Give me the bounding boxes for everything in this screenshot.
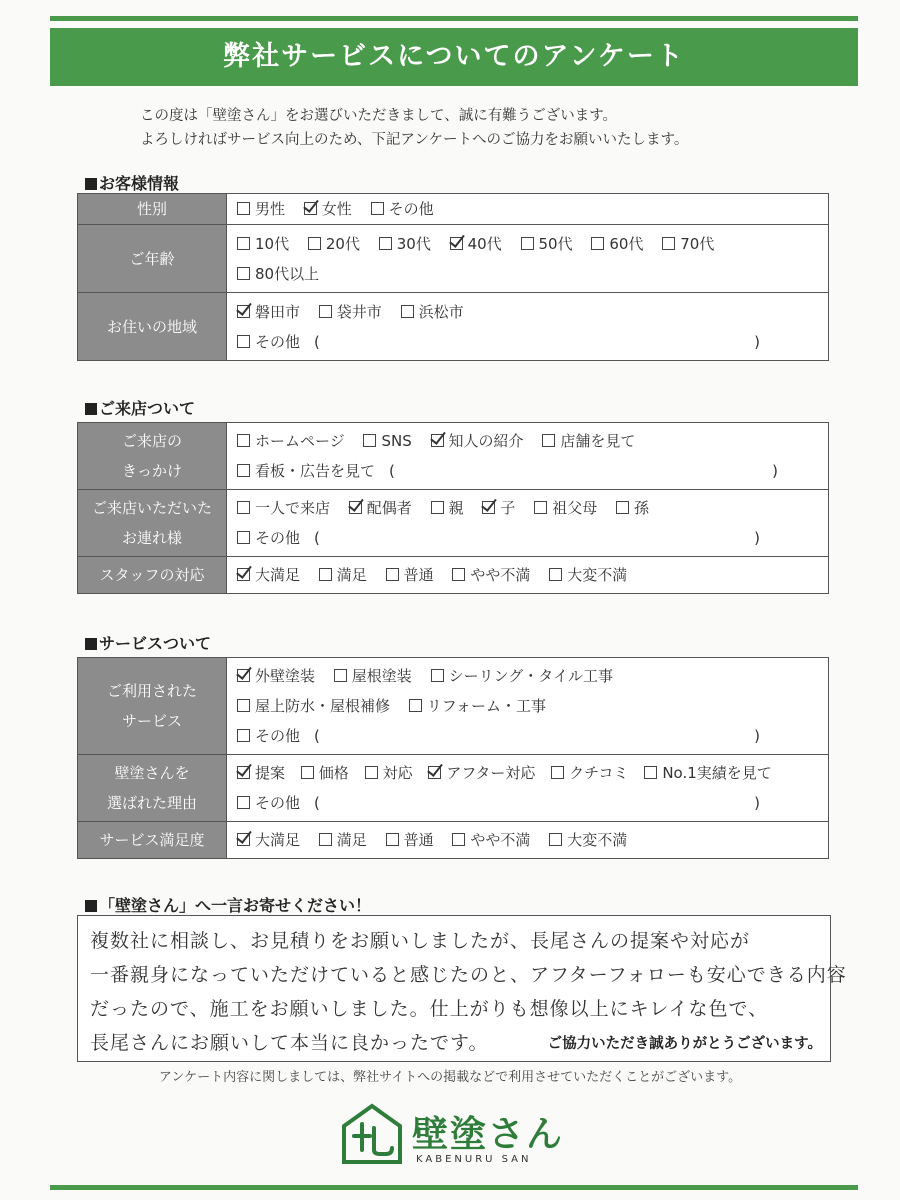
comment-line-1: 複数社に相談し、お見積りをお願いしましたが、長尾さんの提案や対応が [90,930,751,952]
age-40s-option[interactable]: 40代 [450,229,502,259]
checkbox-icon[interactable] [542,434,555,447]
checkbox-icon[interactable] [237,729,250,742]
comment-line-4: 長尾さんにお願いして本当に良かったです。 [90,1032,489,1054]
trigger-row [78,423,829,490]
square-bullet-icon [85,178,97,190]
checkbox-icon[interactable] [237,464,250,477]
age-label: ご年齢 [78,225,227,293]
section-title-service: サービスついて [85,631,211,654]
used-other-option[interactable]: その他 ( [237,721,320,751]
checkbox-checked-icon[interactable] [237,766,250,779]
checkbox-icon[interactable] [308,237,321,250]
reason-reviews-option[interactable]: クチコミ [551,758,628,788]
logo-subtitle: KABENURU SAN [416,1154,532,1165]
intro-text [140,104,688,152]
reason-label: 壁塗さんを 選ばれた理由 [78,755,227,822]
reason-no1-option[interactable]: No.1実績を見て [644,758,771,788]
service-info-table [77,657,829,859]
area-iwata-option[interactable]: 磐田市 [237,297,300,327]
checkbox-icon[interactable] [237,237,250,250]
used-waterproof-option[interactable]: 屋上防水・屋根補修 [237,691,390,721]
satisfaction-satisfied-option[interactable]: 満足 [319,822,367,858]
satisfaction-row [78,822,829,859]
checkbox-checked-icon[interactable] [237,305,250,318]
checkbox-icon[interactable] [386,568,399,581]
checkbox-icon[interactable] [616,501,629,514]
checkbox-icon[interactable] [237,202,250,215]
staff-neutral-option[interactable]: 普通 [386,557,434,593]
trigger-sign-option[interactable]: 看板・広告を見て ( [237,456,395,486]
age-60s-option[interactable]: 60代 [591,229,643,259]
checkbox-icon[interactable] [237,501,250,514]
age-30s-option[interactable]: 30代 [379,229,431,259]
companion-row [78,490,829,557]
checkbox-icon[interactable] [237,796,250,809]
checkbox-icon[interactable] [521,237,534,250]
companion-other-option[interactable]: その他 ( [237,523,320,553]
checkbox-icon[interactable] [319,833,332,846]
checkbox-checked-icon[interactable] [304,202,317,215]
staff-row [78,557,829,594]
staff-somewhat-dissatisfied-option[interactable]: やや不満 [452,557,530,593]
companion-grandchild-option[interactable]: 孫 [616,493,649,523]
gender-other-option[interactable]: その他 [371,194,434,224]
area-label: お住いの地域 [78,293,227,361]
square-bullet-icon [85,403,97,415]
gender-label: 性別 [78,194,227,225]
trigger-store-option[interactable]: 店舗を見て [542,426,635,456]
trigger-sns-option[interactable]: SNS [363,426,411,456]
reason-price-option[interactable]: 価格 [301,758,349,788]
reason-row [78,755,829,822]
checkbox-icon[interactable] [401,305,414,318]
checkbox-icon[interactable] [549,568,562,581]
checkbox-checked-icon[interactable] [428,766,441,779]
satisfaction-label: サービス満足度 [78,822,227,859]
companion-alone-option[interactable]: 一人で来店 [237,493,330,523]
checkbox-icon[interactable] [237,699,250,712]
satisfaction-very-satisfied-option[interactable]: 大満足 [237,822,300,858]
checkbox-icon[interactable] [386,833,399,846]
satisfaction-somewhat-dissatisfied-option[interactable]: やや不満 [452,822,530,858]
trigger-label: ご来店の きっかけ [78,423,227,490]
companion-parent-option[interactable]: 親 [431,493,464,523]
checkbox-icon[interactable] [363,434,376,447]
checkbox-icon[interactable] [431,669,444,682]
checkbox-icon[interactable] [319,305,332,318]
page-title: 弊社サービスについてのアンケート [50,28,858,86]
gender-male-option[interactable]: 男性 [237,194,285,224]
reason-other-field[interactable]: ) [754,794,760,812]
trigger-sign-field[interactable]: ) [772,462,778,480]
house-logo-icon [340,1102,404,1166]
checkbox-icon[interactable] [371,202,384,215]
checkbox-icon[interactable] [549,833,562,846]
checkbox-icon[interactable] [644,766,657,779]
customer-info-table [77,193,829,361]
companion-label: ご来店いただいた お連れ様 [78,490,227,557]
reason-response-option[interactable]: 対応 [365,758,413,788]
checkbox-icon[interactable] [237,531,250,544]
area-fukuroi-option[interactable]: 袋井市 [319,297,382,327]
checkbox-icon[interactable] [237,434,250,447]
companion-spouse-option[interactable]: 配偶者 [349,493,412,523]
checkbox-icon[interactable] [365,766,378,779]
age-70s-option[interactable]: 70代 [662,229,714,259]
checkbox-icon[interactable] [237,335,250,348]
checkbox-checked-icon[interactable] [482,501,495,514]
checkbox-icon[interactable] [591,237,604,250]
section-title-customer: お客様情報 [85,171,179,194]
companion-other-field[interactable]: ) [754,529,760,547]
section-title-visit: ご来店ついて [85,396,195,419]
brand-logo [340,1102,570,1172]
checkbox-icon[interactable] [319,568,332,581]
satisfaction-very-dissatisfied-option[interactable]: 大変不満 [549,822,627,858]
checkbox-icon[interactable] [301,766,314,779]
used-exterior-paint-option[interactable]: 外壁塗装 [237,661,315,691]
comment-line-2: 一番親身になっていただけていると感じたのと、アフターフォローも安心できる内容 [90,964,847,986]
comment-box[interactable] [77,915,847,1062]
age-row [78,225,829,293]
staff-satisfied-option[interactable]: 満足 [319,557,367,593]
thanks-message: ご協力いただき誠ありがとうございます。 [547,1036,822,1052]
used-sealing-tile-option[interactable]: シーリング・タイル工事 [431,661,613,691]
satisfaction-neutral-option[interactable]: 普通 [386,822,434,858]
reason-proposal-option[interactable]: 提案 [237,758,285,788]
age-20s-option[interactable]: 20代 [308,229,360,259]
reason-aftercare-option[interactable]: アフター対応 [428,758,535,788]
staff-very-satisfied-option[interactable]: 大満足 [237,557,300,593]
checkbox-icon[interactable] [431,501,444,514]
bottom-rule [50,1185,858,1190]
staff-label: スタッフの対応 [78,557,227,594]
age-80s-option[interactable]: 80代以上 [237,259,319,289]
square-bullet-icon [85,900,97,912]
reason-other-option[interactable]: その他 ( [237,788,320,818]
checkbox-icon[interactable] [237,267,250,280]
square-bullet-icon [85,638,97,650]
checkbox-icon[interactable] [334,669,347,682]
used-other-field[interactable]: ) [754,727,760,745]
trigger-homepage-option[interactable]: ホームページ [237,426,345,456]
age-10s-option[interactable]: 10代 [237,229,289,259]
trigger-referral-option[interactable]: 知人の紹介 [431,426,524,456]
used-reform-option[interactable]: リフォーム・工事 [409,691,546,721]
checkbox-checked-icon[interactable] [237,833,250,846]
checkbox-icon[interactable] [534,501,547,514]
used-service-label: ご利用された サービス [78,658,227,755]
used-service-row [78,658,829,755]
visit-info-table [77,422,829,594]
companion-grandparent-option[interactable]: 祖父母 [534,493,597,523]
intro-line-2: よろしければサービス向上のため、下記アンケートへのご協力をお願いいたします。 [140,132,689,148]
area-other-option[interactable]: その他 ( [237,327,320,357]
staff-very-dissatisfied-option[interactable]: 大変不満 [549,557,627,593]
used-roof-paint-option[interactable]: 屋根塗装 [334,661,412,691]
checkbox-checked-icon[interactable] [450,237,463,250]
top-rule [50,16,858,21]
checkbox-icon[interactable] [452,568,465,581]
checkbox-checked-icon[interactable] [349,501,362,514]
footer-note: アンケート内容に関しましては、弊社サイトへの掲載などで利用させていただくことがございます。 [158,1070,742,1085]
checkbox-checked-icon[interactable] [237,669,250,682]
area-other-field[interactable]: ) [754,333,760,351]
section-title-comment: 「壁塗さん」へ一言お寄せください！ [85,893,371,916]
checkbox-checked-icon[interactable] [431,434,444,447]
comment-line-3: だったので、施工をお願いしました。仕上がりも想像以上にキレイな色で、 [90,998,769,1020]
checkbox-icon[interactable] [452,833,465,846]
checkbox-icon[interactable] [551,766,564,779]
checkbox-icon[interactable] [662,237,675,250]
age-50s-option[interactable]: 50代 [521,229,573,259]
checkbox-icon[interactable] [409,699,422,712]
checkbox-icon[interactable] [379,237,392,250]
companion-child-option[interactable]: 子 [482,493,515,523]
gender-female-option[interactable]: 女性 [304,194,352,224]
area-hamamatsu-option[interactable]: 浜松市 [401,297,464,327]
checkbox-checked-icon[interactable] [237,568,250,581]
intro-line-1: この度は「壁塗さん」をお選びいただきまして、誠に有難うございます。 [140,108,618,124]
area-row [78,293,829,361]
gender-row [78,194,829,225]
logo-wordmark: 壁塗さん [412,1114,565,1155]
